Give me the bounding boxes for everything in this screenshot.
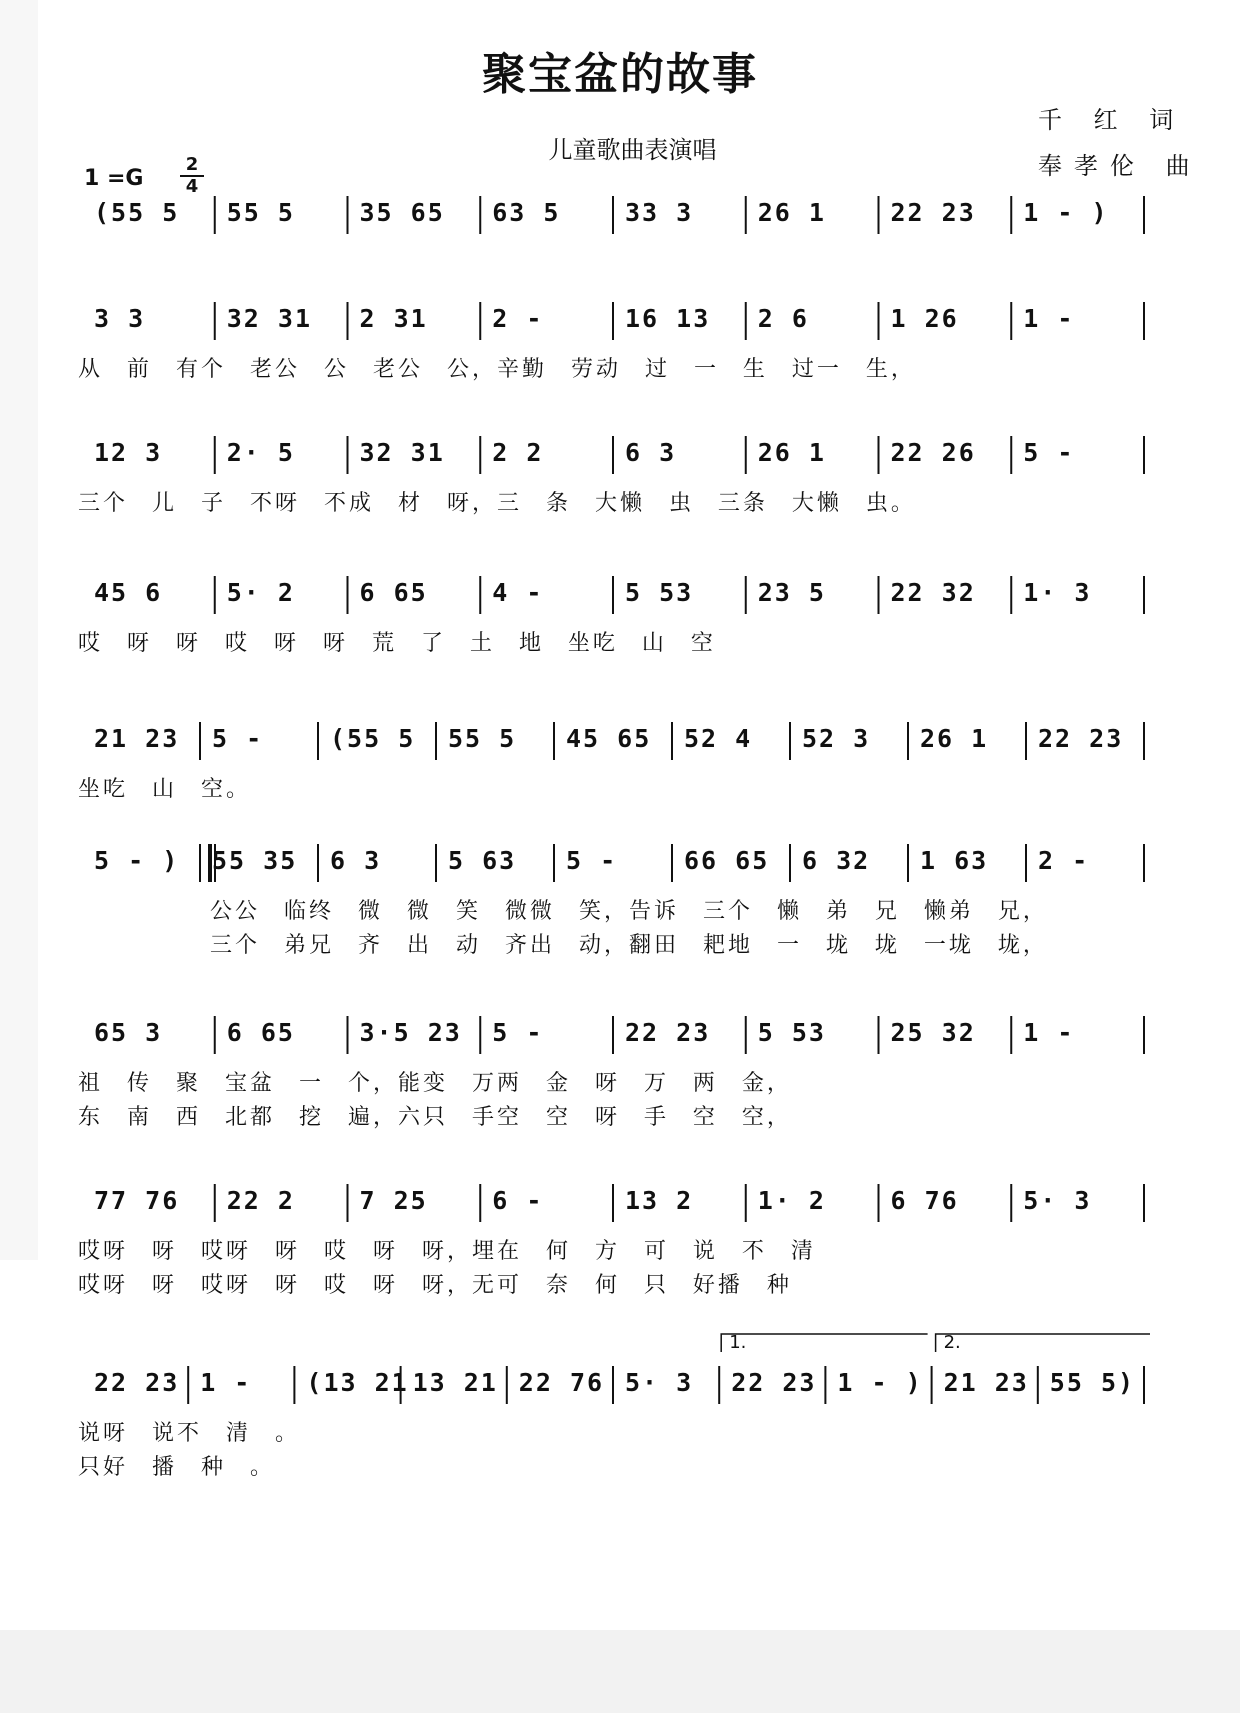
measure: 6 65 [359, 578, 428, 607]
measure: 5 53 [757, 1018, 826, 1047]
measure: 6 32 [802, 846, 871, 875]
time-denominator: 4 [185, 176, 199, 197]
measure: 22 26 [890, 438, 976, 467]
measure: 55 5 [226, 198, 295, 227]
measure: 1· 3 [1023, 578, 1092, 607]
lyric-line: 只好 播 种 。 [78, 1455, 275, 1480]
measure: 45 65 [566, 724, 652, 753]
measure: 26 1 [757, 438, 826, 467]
measure: 22 32 [890, 578, 976, 607]
measure: 16 13 [625, 304, 711, 333]
measure: 1 - ) [1023, 198, 1109, 227]
measure: 55 5 [448, 724, 517, 753]
measure: 2 31 [359, 304, 428, 333]
measure: 1 - ) [837, 1368, 923, 1397]
composer-credit: 奉孝伦 曲 [1038, 152, 1202, 180]
measure: 22 2 [226, 1186, 295, 1215]
measure: 23 5 [757, 578, 826, 607]
measure: 5 - [492, 1018, 544, 1047]
measure: 5 - ) [94, 846, 180, 875]
ending-bracket [721, 1334, 927, 1352]
measure: 5· 2 [226, 578, 295, 607]
lyricist-credit: 千 红 词 [1038, 106, 1186, 134]
lyric-line: 哎呀 呀 哎呀 呀 哎 呀 呀，无可 奈 何 只 好播 种 [78, 1273, 792, 1298]
lyric-line: 祖 传 聚 宝盆 一 个，能变 万两 金 呀 万 两 金， [78, 1071, 792, 1096]
measure: (55 5 [330, 724, 416, 753]
measure: 35 65 [359, 198, 445, 227]
measure: 1· 2 [757, 1186, 826, 1215]
measure: 5· 3 [1023, 1186, 1092, 1215]
ending-label: 1. [729, 1332, 747, 1353]
measure: 22 76 [518, 1368, 605, 1397]
lyric-line: 三个 弟兄 齐 出 动 齐出 动，翻田 耙地 一 垅 垅 一垅 垅， [210, 933, 1048, 958]
measure: 6 3 [330, 846, 382, 875]
lyric-line: 说呀 说不 清 。 [78, 1421, 300, 1446]
measure: 55 35 [212, 846, 298, 875]
measure: 22 23 [890, 198, 976, 227]
measure: 6 3 [625, 438, 677, 467]
measure: 2 - [1038, 846, 1090, 875]
measure: 77 76 [94, 1186, 180, 1215]
page-title: 聚宝盆的故事 [482, 49, 758, 100]
lyric-line: 哎呀 呀 哎呀 呀 哎 呀 呀，埋在 何 方 可 说 不 清 [78, 1239, 816, 1264]
measure: 5 - [212, 724, 264, 753]
measure: 2 - [492, 304, 544, 333]
measure: 21 23 [943, 1368, 1029, 1397]
ending-label: 2. [943, 1332, 961, 1353]
measure: 7 25 [359, 1186, 428, 1215]
measure: 6 65 [226, 1018, 295, 1047]
measure: 63 5 [492, 198, 561, 227]
measure: 5 63 [448, 846, 517, 875]
measure: 66 65 [684, 846, 770, 875]
measure: 25 32 [890, 1018, 976, 1047]
measure: 1 63 [920, 846, 989, 875]
measure: 55 5) [1049, 1368, 1136, 1397]
measure: 5 53 [625, 578, 694, 607]
measure: 22 23 [94, 1368, 180, 1397]
ending-bracket [936, 1334, 1150, 1352]
measure: 22 23 [731, 1368, 817, 1397]
measure: 13 21 [412, 1368, 498, 1397]
measure: 33 3 [625, 198, 694, 227]
measure: 22 23 [625, 1018, 711, 1047]
measure: 1 26 [890, 304, 959, 333]
measure: 2· 5 [226, 438, 295, 467]
measure: 1 - [200, 1368, 252, 1397]
lyric-line: 哎 呀 呀 哎 呀 呀 荒 了 土 地 坐吃 山 空 [78, 631, 716, 656]
measure: 5 - [1023, 438, 1075, 467]
lyric-line: 坐吃 山 空。 [78, 777, 251, 802]
measure: 6 - [492, 1186, 544, 1215]
measure: 1 - [1023, 1018, 1075, 1047]
measure: 1 - [1023, 304, 1075, 333]
measure: 4 - [492, 578, 544, 607]
measure: 6 76 [890, 1186, 959, 1215]
measure: 32 31 [226, 304, 313, 333]
measure: 22 23 [1038, 724, 1124, 753]
measure: 13 2 [625, 1186, 694, 1215]
measure: 52 4 [684, 724, 753, 753]
measure: 26 1 [920, 724, 989, 753]
measure: (55 5 [94, 198, 180, 227]
measure: 21 23 [94, 724, 180, 753]
measure: 65 3 [94, 1018, 163, 1047]
measure: 3·5 23 [359, 1018, 462, 1047]
measure: 32 31 [359, 438, 445, 467]
performance-style: 儿童歌曲表演唱 [548, 136, 717, 164]
measure: 2 6 [757, 304, 809, 333]
measure: 45 6 [94, 578, 163, 607]
measure: 26 1 [757, 198, 826, 227]
time-numerator: 2 [185, 154, 199, 175]
measure: 2 2 [492, 438, 544, 467]
lyric-line: 东 南 西 北都 挖 遍，六只 手空 空 呀 手 空 空， [78, 1105, 792, 1130]
measure: 52 3 [802, 724, 871, 753]
lyric-line: 公公 临终 微 微 笑 微微 笑，告诉 三个 懒 弟 兄 懒弟 兄， [210, 899, 1048, 924]
measure: 12 3 [94, 438, 163, 467]
lyric-line: 从 前 有个 老公 公 老公 公，辛勤 劳动 过 一 生 过一 生， [78, 357, 916, 382]
measure: 5· 3 [625, 1368, 694, 1397]
measure: (13 21 [306, 1368, 409, 1397]
lyric-line: 三个 儿 子 不呀 不成 材 呀，三 条 大懒 虫 三条 大懒 虫。 [78, 491, 916, 516]
measure: 3 3 [94, 304, 146, 333]
measure: 5 - [566, 846, 618, 875]
key-signature: 1 =G [84, 166, 144, 191]
